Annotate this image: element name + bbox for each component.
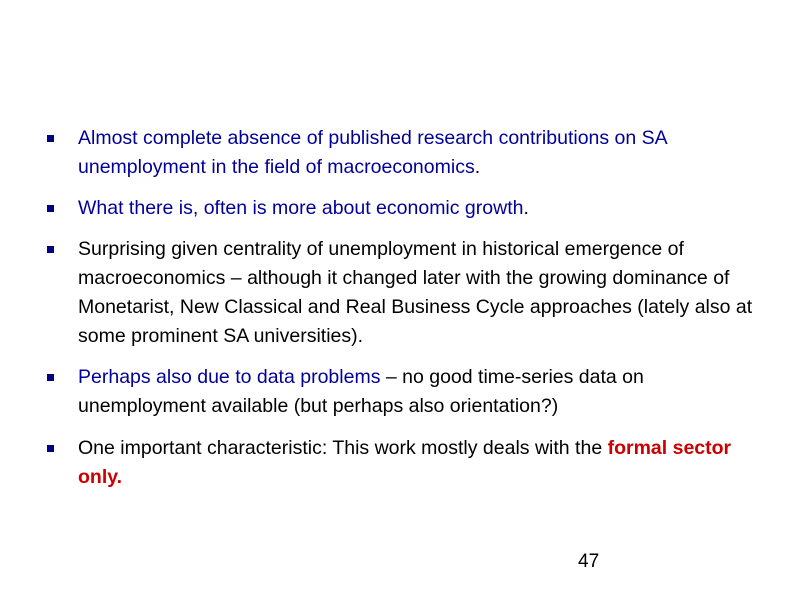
bullet-list	[47, 124, 762, 504]
bullet-item-1	[47, 124, 762, 182]
bullet-5-text: One important characteristic: This work mostly deals with the	[78, 437, 608, 459]
bullet-item-2	[47, 194, 762, 223]
square-bullet-icon	[47, 135, 54, 142]
bullet-item-4	[47, 363, 762, 421]
bullet-5-emphasis: formal sector only.	[78, 437, 732, 488]
bullet-1-text: Almost complete absence of published research contributions on SA unemployment in the field of macroeconomics	[78, 127, 667, 178]
square-bullet-icon	[47, 445, 54, 452]
bullet-2-text: What there is, often is more about economic growth	[78, 197, 524, 219]
square-bullet-icon	[47, 246, 54, 253]
square-bullet-icon	[47, 205, 54, 212]
bullet-item-3	[47, 235, 762, 351]
square-bullet-icon	[47, 374, 54, 381]
bullet-4-emphasis: Perhaps also due to data problems	[78, 366, 381, 388]
bullet-2-period: .	[523, 197, 529, 219]
page-number: 47	[578, 551, 600, 572]
bullet-1-period: .	[474, 156, 481, 178]
bullet-3-text: Surprising given centrality of unemployment in historical emergence of macroeconomics – although it changed later with the growing dominance of Monetarist, New Classical and Real Business Cycle approaches (lately also at some prominent SA universities).	[78, 238, 753, 347]
bullet-item-5	[47, 434, 762, 492]
bullet-4-text: – no good time-series data on unemployment available (but perhaps also orientation?)	[78, 366, 644, 417]
